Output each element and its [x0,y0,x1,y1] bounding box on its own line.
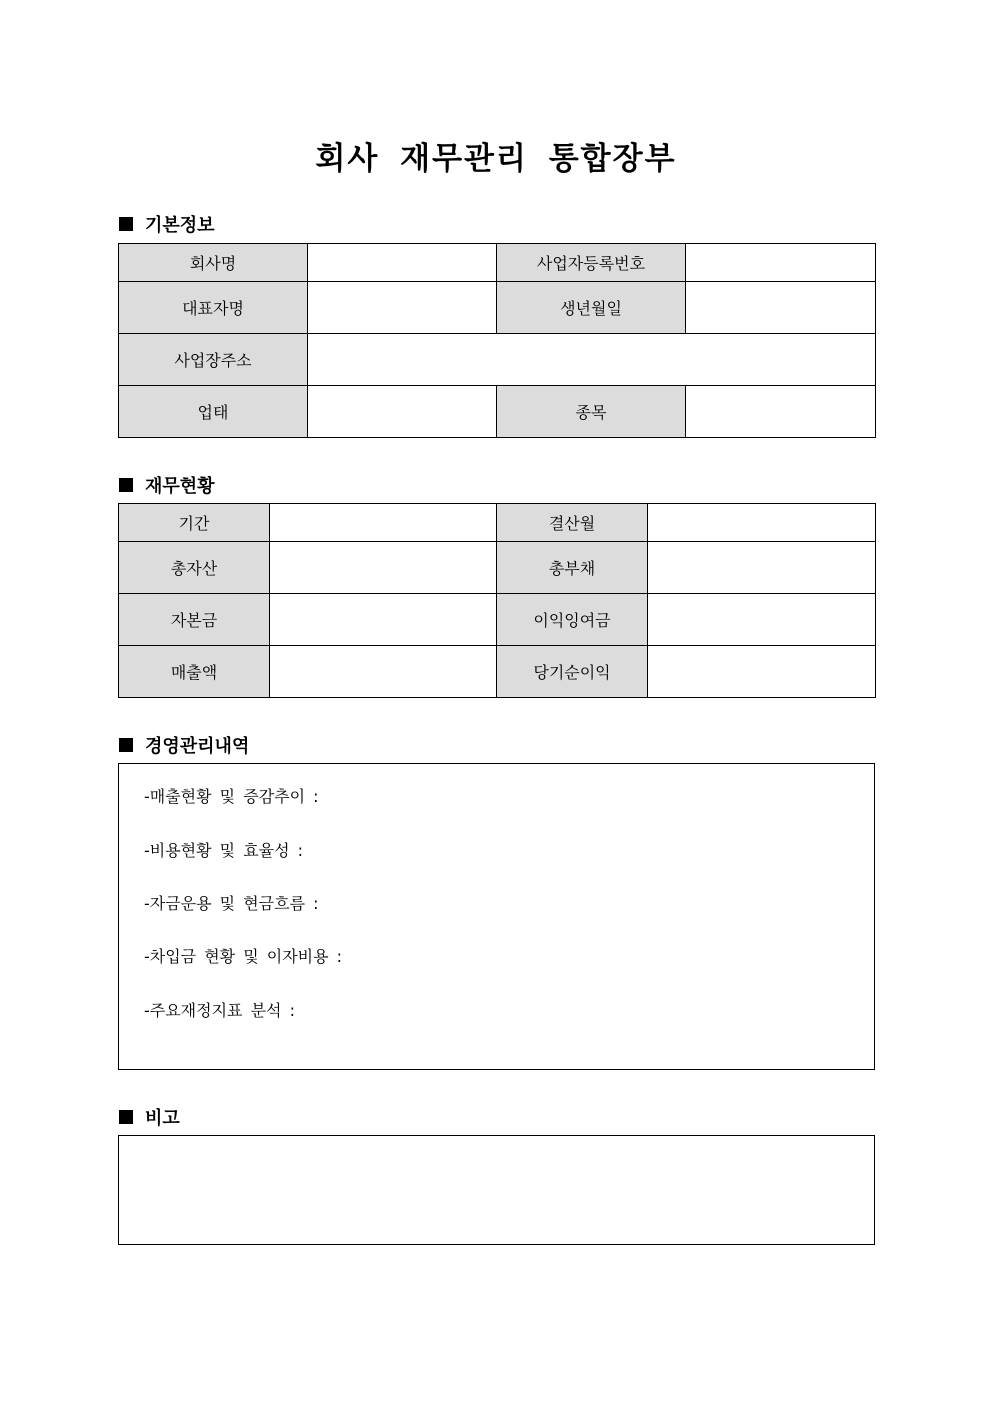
management-history-heading-text: 경영관리내역 [145,736,250,757]
net-income-label: 당기순이익 [497,646,648,698]
company-name-field[interactable] [308,244,497,282]
remarks-heading-text: 비고 [145,1108,180,1129]
period-label: 기간 [119,504,270,542]
birth-date-field[interactable] [686,282,876,334]
borrowings-interest-line: -차입금 현황 및 이자비용 : [144,947,343,966]
sales-trend-line: -매출현황 및 증감추이 : [144,787,319,806]
basic-info-heading-text: 기본정보 [145,215,215,236]
square-bullet-icon [119,738,133,752]
business-type-label: 업태 [119,386,308,438]
business-reg-number-field[interactable] [686,244,876,282]
table-row [119,334,876,386]
table-row [119,282,876,334]
business-item-field[interactable] [686,386,876,438]
page-title: 회사 재무관리 통합장부 [315,141,677,177]
remarks-heading [119,1104,180,1130]
net-income-field[interactable] [648,646,876,698]
ceo-name-field[interactable] [308,282,497,334]
financial-status-heading [119,472,215,498]
financial-ratio-analysis-line: -주요재정지표 분석 : [144,1001,295,1020]
total-liabilities-label: 총부채 [497,542,648,594]
management-history-box[interactable] [118,763,875,1070]
birth-date-label: 생년월일 [497,282,686,334]
square-bullet-icon [119,217,133,231]
business-reg-number-label: 사업자등록번호 [497,244,686,282]
table-row [119,504,876,542]
ceo-name-label: 대표자명 [119,282,308,334]
square-bullet-icon [119,1110,133,1124]
table-row [119,244,876,282]
financial-status-heading-text: 재무현황 [145,476,215,497]
total-liabilities-field[interactable] [648,542,876,594]
table-row [119,386,876,438]
basic-info-table [118,243,876,438]
remarks-box[interactable] [118,1135,875,1245]
total-assets-field[interactable] [270,542,497,594]
capital-label: 자본금 [119,594,270,646]
table-row [119,594,876,646]
retained-earnings-field[interactable] [648,594,876,646]
settlement-month-label: 결산월 [497,504,648,542]
business-address-label: 사업장주소 [119,334,308,386]
retained-earnings-label: 이익잉여금 [497,594,648,646]
period-field[interactable] [270,504,497,542]
basic-info-heading [119,211,215,237]
company-name-label: 회사명 [119,244,308,282]
business-item-label: 종목 [497,386,686,438]
table-row [119,542,876,594]
settlement-month-field[interactable] [648,504,876,542]
cash-flow-line: -자금운용 및 현금흐름 : [144,894,319,913]
revenue-field[interactable] [270,646,497,698]
table-row [119,646,876,698]
revenue-label: 매출액 [119,646,270,698]
financial-status-table [118,503,876,698]
business-address-field[interactable] [308,334,876,386]
total-assets-label: 총자산 [119,542,270,594]
square-bullet-icon [119,478,133,492]
capital-field[interactable] [270,594,497,646]
cost-efficiency-line: -비용현황 및 효율성 : [144,841,304,860]
business-type-field[interactable] [308,386,497,438]
management-history-heading [119,732,249,758]
